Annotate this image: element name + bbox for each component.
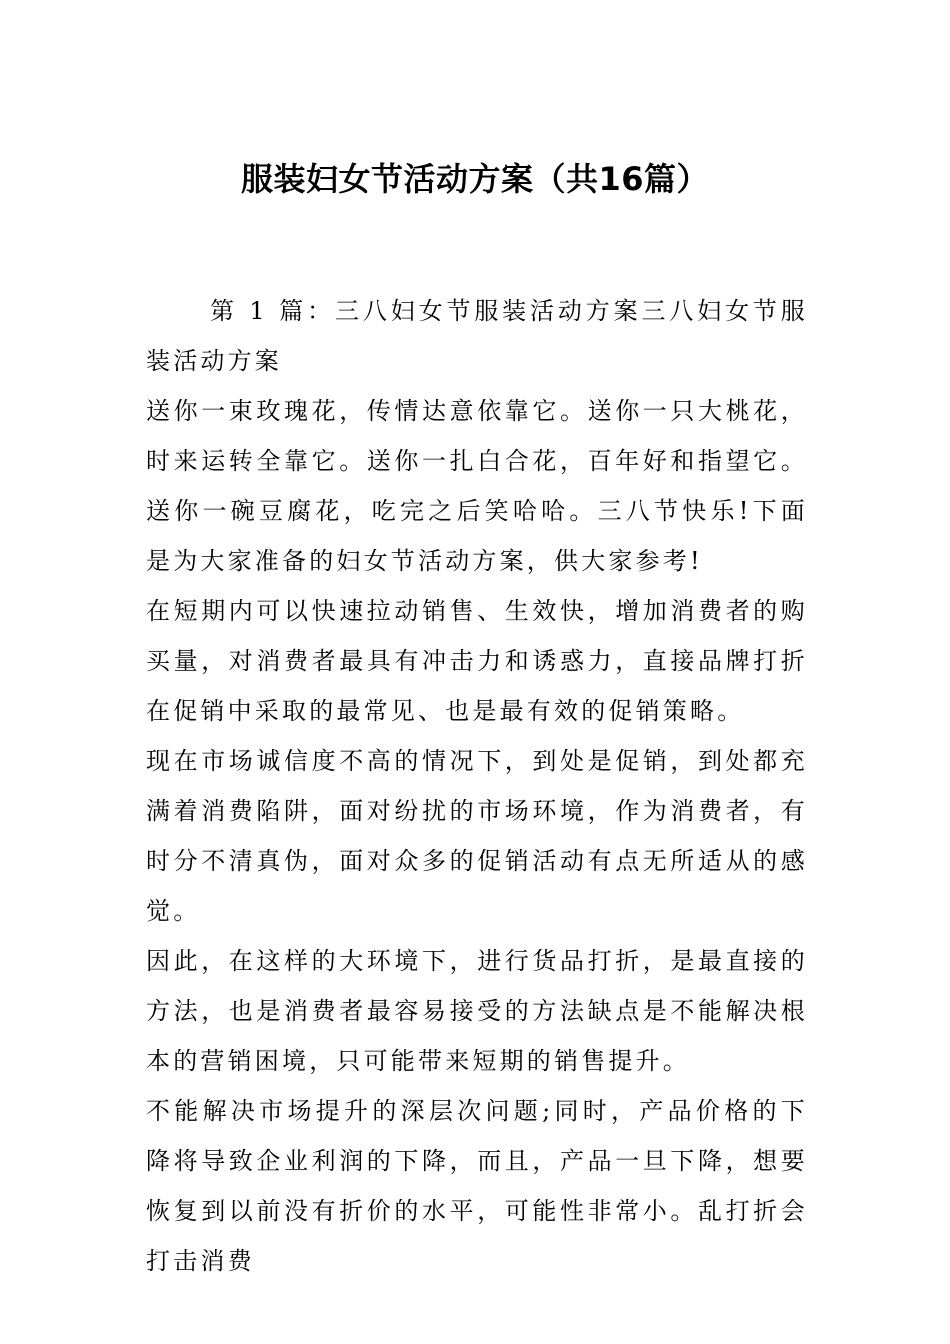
paragraph: 在短期内可以快速拉动销售、生效快，增加消费者的购买量，对消费者最具有冲击力和诱惑力，直接品牌打折在促销中采取的最常见、也是最有效的促销策略。 [146, 597, 808, 725]
paragraph: 送你一束玫瑰花，传情达意依靠它。送你一只大桃花，时来运转全靠它。送你一扎白合花，百年好和指望它。送你一碗豆腐花，吃完之后笑哈哈。三八节快乐!下面是为大家准备的妇女节活动方案，供大家参考! [146, 397, 808, 575]
paragraph: 因此，在这样的大环境下，进行货品打折，是最直接的方法，也是消费者最容易接受的方法缺点是不能解决根本的营销困境，只可能带来短期的销售提升。 [146, 947, 808, 1075]
document-title: 服装妇女节活动方案（共16篇） [240, 160, 710, 198]
paragraph-chapter-heading: 第 1 篇：三八妇女节服装活动方案三八妇女节服装活动方案 [146, 297, 808, 375]
paragraph: 现在市场诚信度不高的情况下，到处是促销，到处都充满着消费陷阱，面对纷扰的市场环境，作为消费者，有时分不清真伪，面对众多的促销活动有点无所适从的感觉。 [146, 747, 808, 925]
document-body [146, 286, 808, 1286]
paragraph: 不能解决市场提升的深层次问题;同时，产品价格的下降将导致企业利润的下降，而且，产品一旦下降，想要恢复到以前没有折价的水平，可能性非常小。乱打折会打击消费 [146, 1097, 808, 1275]
